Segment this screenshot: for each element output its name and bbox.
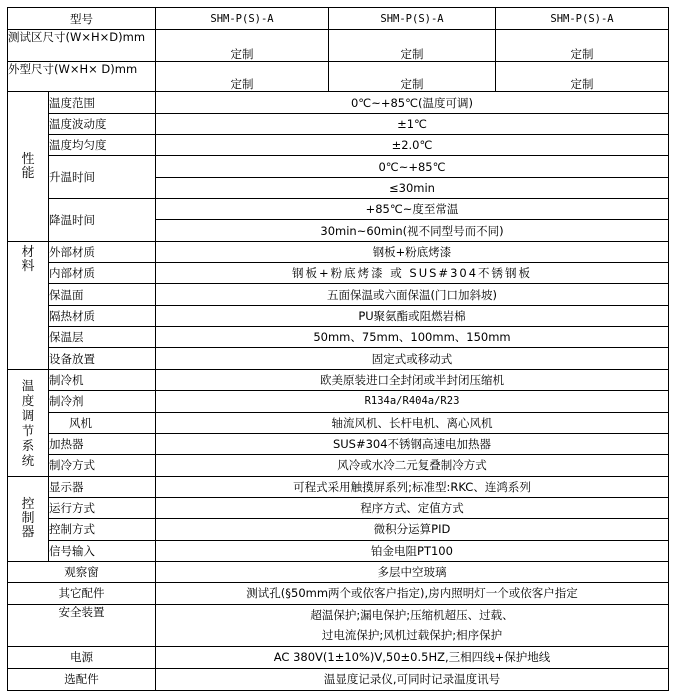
temp-fluctuation-label: 温度波动度 <box>49 113 156 134</box>
insulation-material-value: PU聚氨酯或阻燃岩棉 <box>156 305 669 326</box>
safety-value-line: 过电流保护;风机过载保护;相序保护 <box>321 628 503 643</box>
power-label: 电源 <box>8 647 156 668</box>
control-mode-row <box>8 519 669 540</box>
temp-range-value: 0℃~+85℃(温度可调) <box>156 92 669 113</box>
cooling-time-value: 30min~60min(视不同型号而不同) <box>156 220 669 241</box>
category-label: 性能 <box>21 151 35 181</box>
category-temp-system <box>8 369 49 476</box>
spec-table <box>7 7 669 691</box>
temp-uniformity-value: ±2.0℃ <box>156 135 669 156</box>
compressor-value: 欧美原装进口全封闭或半封闭压缩机 <box>156 369 669 390</box>
temp-range-label: 温度范围 <box>49 92 156 113</box>
insulation-layer-label: 保温层 <box>49 327 156 348</box>
category-controller <box>8 476 49 561</box>
model-name: SHM-P(S)-A <box>496 8 669 30</box>
placement-row <box>8 348 669 369</box>
refrigerant-value: R134a/R404a/R23 <box>156 391 669 412</box>
outer-size-value: 定制 <box>156 61 329 91</box>
compressor-label: 制冷机 <box>49 369 156 390</box>
category-label: 控制器 <box>21 496 35 540</box>
test-area-size-row <box>8 30 669 62</box>
power-value: AC 380V(1±10%)V,50±0.5HZ,三相四线+保护地线 <box>156 647 669 668</box>
accessories-row <box>8 583 669 604</box>
insulation-side-value: 五面保温或六面保温(门口加斜坡) <box>156 284 669 305</box>
options-value: 温显度记录仪,可同时记录温度讯号 <box>156 668 669 690</box>
power-row <box>8 647 669 668</box>
outer-material-value: 钢板+粉底烤漆 <box>156 241 669 262</box>
display-value: 可程式采用触摸屏系列;标准型:RKC、连鸿系列 <box>156 476 669 497</box>
inner-material-label: 内部材质 <box>49 263 156 284</box>
control-mode-value: 微积分运算PID <box>156 519 669 540</box>
fan-label: 风机 <box>49 412 156 433</box>
run-mode-value: 程序方式、定值方式 <box>156 497 669 518</box>
compressor-row <box>8 369 669 390</box>
refrigerant-label: 制冷剂 <box>49 391 156 412</box>
signal-input-row <box>8 540 669 561</box>
temp-fluctuation-row <box>8 113 669 134</box>
control-mode-label: 控制方式 <box>49 519 156 540</box>
accessories-label: 其它配件 <box>8 583 156 604</box>
inner-material-row <box>8 263 669 284</box>
insulation-material-row <box>8 305 669 326</box>
model-name: SHM-P(S)-A <box>156 8 329 30</box>
test-area-size-value: 定制 <box>496 30 669 62</box>
insulation-material-label: 隔热材质 <box>49 305 156 326</box>
insulation-side-row <box>8 284 669 305</box>
outer-size-value: 定制 <box>496 61 669 91</box>
fan-value: 轴流风机、长杆电机、离心风机 <box>156 412 669 433</box>
inner-material-value: 钢板+粉底烤漆 或 SUS#304不锈钢板 <box>156 263 669 284</box>
fan-row <box>8 412 669 433</box>
display-row <box>8 476 669 497</box>
outer-size-value: 定制 <box>329 61 496 91</box>
safety-label: 安全装置 <box>8 604 156 647</box>
category-materials <box>8 241 49 369</box>
heater-row <box>8 433 669 454</box>
safety-row <box>8 604 669 647</box>
signal-input-value: 铂金电阻PT100 <box>156 540 669 561</box>
temp-uniformity-label: 温度均匀度 <box>49 135 156 156</box>
placement-value: 固定式或移动式 <box>156 348 669 369</box>
category-label: 材料 <box>21 244 35 274</box>
insulation-layer-value: 50mm、75mm、100mm、150mm <box>156 327 669 348</box>
outer-material-row <box>8 241 669 262</box>
cooling-time-label: 降温时间 <box>49 199 156 242</box>
insulation-side-label: 保温面 <box>49 284 156 305</box>
accessories-value: 测试孔(§50mm两个或依客户指定),房内照明灯一个或依客户指定 <box>156 583 669 604</box>
signal-input-label: 信号输入 <box>49 540 156 561</box>
window-row <box>8 561 669 582</box>
placement-label: 设备放置 <box>49 348 156 369</box>
safety-value <box>156 604 669 647</box>
insulation-layer-row <box>8 327 669 348</box>
test-area-size-value: 定制 <box>156 30 329 62</box>
window-label: 观察窗 <box>8 561 156 582</box>
cooling-method-row <box>8 455 669 476</box>
heating-time-value: 0℃~+85℃ <box>156 156 669 177</box>
outer-size-label: 外型尺寸(W×H× D)mm <box>8 61 156 91</box>
run-mode-label: 运行方式 <box>49 497 156 518</box>
cooling-method-value: 风冷或水冷二元复叠制冷方式 <box>156 455 669 476</box>
model-name: SHM-P(S)-A <box>329 8 496 30</box>
display-label: 显示器 <box>49 476 156 497</box>
options-row <box>8 668 669 690</box>
safety-value-line: 超温保护;漏电保护;压缩机超压、过载、 <box>310 608 514 623</box>
temp-range-row <box>8 92 669 113</box>
cooling-method-label: 制冷方式 <box>49 455 156 476</box>
header-row <box>8 8 669 30</box>
heater-value: SUS#304不锈钢高速电加热器 <box>156 433 669 454</box>
heating-time-value: ≤30min <box>156 177 669 198</box>
cooling-time-value: +85℃~度至常温 <box>156 199 669 220</box>
test-area-size-value: 定制 <box>329 30 496 62</box>
run-mode-row <box>8 497 669 518</box>
heating-time-label: 升温时间 <box>49 156 156 199</box>
temp-uniformity-row <box>8 135 669 156</box>
heater-label: 加热器 <box>49 433 156 454</box>
outer-size-row <box>8 61 669 91</box>
category-performance <box>8 92 49 241</box>
category-label: 温度调节系统 <box>21 377 35 468</box>
outer-material-label: 外部材质 <box>49 241 156 262</box>
test-area-size-label: 测试区尺寸(W×H×D)mm <box>8 30 156 62</box>
options-label: 选配件 <box>8 668 156 690</box>
heating-time-row <box>8 156 669 177</box>
model-label: 型号 <box>8 8 156 30</box>
cooling-time-row <box>8 199 669 220</box>
refrigerant-row <box>8 391 669 412</box>
window-value: 多层中空玻璃 <box>156 561 669 582</box>
temp-fluctuation-value: ±1℃ <box>156 113 669 134</box>
